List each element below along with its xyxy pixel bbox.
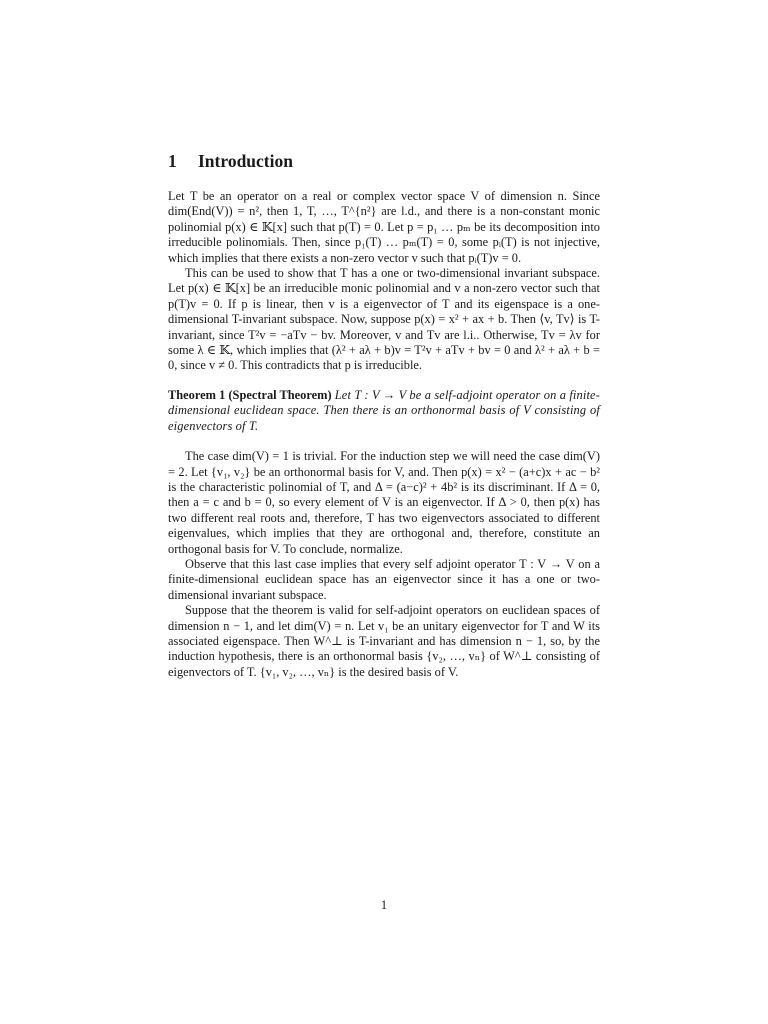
section-heading [168,150,600,172]
intro-paragraph-1: Let T be an operator on a real or complex vector space V of dimension n. Since dim(End(V)) = n², then 1, T, …, T^{n²} are l.d., and there is a non-constant monic polinomial p(x) ∈ 𝕂[x] such that p(T) = 0. Let p = p₁ … pₘ be its decomposition into irreducible polinomials. Then, since p₁(T) … pₘ(T) = 0, some pᵢ(T) is not injective, which implies that there exists a non-zero vector v such that pᵢ(T)v = 0. [168,189,600,265]
intro-paragraph-2: This can be used to show that T has a one or two-dimensional invariant subspace. Let p(x) ∈ 𝕂[x] be an irreducible monic polinomial and v a non-zero vector such that p(T)v = 0. If p is linear, then v is a eigenvector of T and its eigenspace is a one-dimensional T-invariant subspace. Now, suppose p(x) = x² + ax + b. Then ⟨v, Tv⟩ is T-invariant, since T²v = −aTv − bv. Moreover, v and Tv are l.i.. Otherwise, Tv = λv for some λ ∈ 𝕂, which implies that (λ² + aλ + b)v = T²v + aTv + bv = 0 and λ² + aλ + b = 0, since v ≠ 0. This contradicts that p is irreducible. [168,266,600,373]
theorem-block [168,388,600,434]
page-body [168,150,600,680]
section-title: Introduction [198,151,293,171]
theorem-label: Theorem 1 (Spectral Theorem) [168,387,332,402]
page-number: 1 [380,898,388,912]
theorem-statement: Let T : V → V be a self-adjoint operator on a finite-dimensional euclidean space. Then there is an orthonormal basis of V consisting of eigenvectors of T. [168,387,600,433]
section-number: 1 [168,151,177,171]
proof-paragraph-3: Suppose that the theorem is valid for self-adjoint operators on euclidean spaces of dimension n − 1, and let dim(V) = n. Let v₁ be an unitary eigenvector for T and W its associated eigenspace. Then W^⊥ is T-invariant and has dimension n − 1, so, by the induction hypothesis, there is an orthonormal basis {v₂, …, vₙ} of W^⊥ consisting of eigenvectors of T. {v₁, v₂, …, vₙ} is the desired basis of V. [168,603,600,679]
proof-paragraph-1: The case dim(V) = 1 is trivial. For the induction step we will need the case dim(V) = 2. Let {v₁, v₂} be an orthonormal basis for V, and. Then p(x) = x² − (a+c)x + ac − b² is the characteristic polinomial of T, and Δ = (a−c)² + 4b² is its discriminant. If Δ = 0, then a = c and b = 0, so every element of V is an eigenvector. If Δ > 0, then p(x) has two different real roots and, therefore, T has two eigenvectors associated to different eigenvalues, which implies that they are orthogonal and, therefore, constitute an orthogonal basis for V. To conclude, normalize. [168,449,600,556]
proof-paragraph-2: Observe that this last case implies that every self adjoint operator T : V → V on a finite-dimensional euclidean space has an eigenvector since it has a one or two-dimensional invariant subspace. [168,556,600,602]
